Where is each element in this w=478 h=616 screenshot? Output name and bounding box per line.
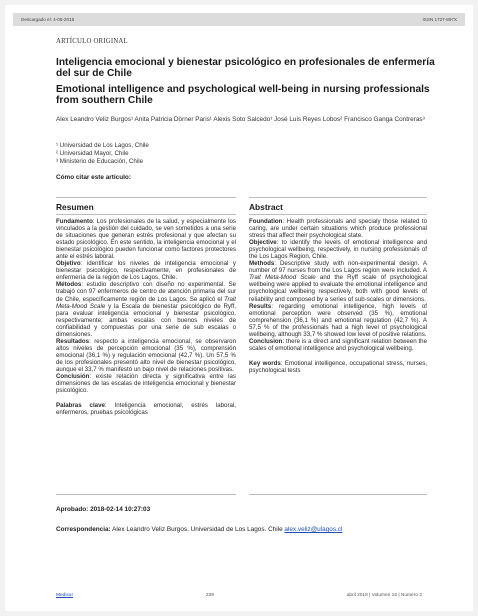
abstract-methods: Methods: Descriptive study with non-experimental design. A number of 97 nurses from the Los Lagos region were included. A Trait Meta-Mood Scale and the Ryff scale of psychological wellbeing were applied to evaluate the emotional intelligence and psychological wellbeing respectively, both with good levels of reliability and composed by a series of sub-scales or dimensions. [249,260,427,303]
divider [56,494,236,495]
abstract-conclusion: Conclusion: there is a direct and significant relation between the scales of emotional intelligence and psychological wellbeing. [249,337,427,352]
abstract-objective: Objective: to identify the levels of emotional intelligence and psychological wellbeing, respectively, in nursing professionals of the Los Lagos Region, Chile. [249,239,427,261]
abstract-body [249,218,427,374]
affiliation: ² Universidad Mayor, Chile [56,149,129,157]
affiliation: ¹ Universidad de Los Lagos, Chile [56,142,149,149]
page-header-bar [13,13,465,26]
resumen-keywords: Palabras clave: Inteligencia emocional, estrés laboral, enfermeros, pruebas psicológicas [56,402,237,417]
resumen-conclusion: Conclusión: existe relación directa y significativa entre las dimensiones de las escalas de inteligencia emocional y bienestar psicológico. [56,373,236,395]
affiliation: ³ Ministerio de Educación, Chile [56,157,144,165]
divider [249,494,427,495]
resumen-objetivo: Objetivo: identificar los niveles de inteligencia emocional y bienestar psicológico, respectivamente, en profesionales de enfermería de la región de Los Lagos, Chile. [56,260,236,282]
page-footer [56,593,422,598]
divider [56,197,236,198]
abstract-results: Results: regarding emotional intelligence, high levels of emotional perception were observed (35 %), emotional comprehension (36,1 %) and emotional regulation (42,7 %). A 57,5 % of the professionals had a high level of psychological wellbeing, although 33,7 % showed low level of positive relations. [249,302,427,338]
abstract-foundation: Foundation: Health professionals and specialy those related to caring, are under certain situations which produce professional stress that affect their psychological state. [249,218,427,240]
resumen-resultados: Resultados: respecto a inteligencia emocional, se observaron altos niveles de percepción emocional (35 %), comprensión emocional (36,1 %) y regulación emocional (42,7 %). Un 57,5 % de los profesionales presentó alto nivel de bienestar psicológico, aunque el 33,7 % manifestó un bajo nivel de relaciones positivas. [56,337,236,373]
divider [249,197,427,198]
resumen-fundamento: Fundamento: Los profesionales de la salud, y especialmente los vinculados a la gestión del cuidado, se ven sometidos a una serie de situaciones que generan estrés profesional y que afectan su estado psicológico. En este sentido, la inteligencia emocional y el bienestar psicológico pueden funcionar como factores protectores ante el estrés laboral. [56,218,236,261]
download-date: Descargado el: 4-05-2018 [21,17,75,22]
divider [249,214,427,215]
article-type: ARTÍCULO ORIGINAL [56,38,128,45]
resumen-heading: Resumen [56,202,94,212]
divider [56,214,236,215]
abstract-keywords: Key words: Emotional intelligence, occupational stress, nurses, psychological tests [249,359,427,374]
resumen-body [56,218,236,416]
title-spanish: Inteligencia emocional y bienestar psicológico en profesionales de enfermería del sur de Chile [56,57,435,79]
journal-link[interactable]: Medisur [56,593,74,598]
cite-label: Cómo citar este artículo: [56,174,131,181]
issue-info: abril 2018 | Volumen 16 | Numero 2 [346,593,422,598]
correspondence: Correspondencia: Alex Leandro Veliz Burgos. Universidad de Los Lagos. Chile alex.veliz@ulagos.cl [56,526,343,533]
page-number: 239 [205,593,214,598]
correspondence-email-link[interactable]: alex.veliz@ulagos.cl [284,526,343,533]
abstract-heading: Abstract [249,202,283,212]
author-list: Alex Leandro Veliz Burgos¹ Anita Patricia Dörner Paris¹ Alexis Soto Salcedo¹ José Luis Reyes Lobos² Francisco Ganga Contreras³ [56,116,425,123]
resumen-metodos: Métodos: estudio descriptivo con diseño no experimental. Se trabajó con 97 enfermeros de centro de atención primaria del sur de Chile, específicamente región de Los Lagos. Se aplicó el Trait Meta-Mood Scale y la Escala de bienestar psicológico de Ryff, para evaluar inteligencia emocional y bienestar psicológico, respectivamente; ambas escalas con buenos niveles de confiabilidad y compuestas por una serie de sub escalas o dimensiones. [56,281,236,338]
article-page [5,5,473,611]
issn: ISSN 1727-897X [422,17,457,22]
title-english: Emotional intelligence and psychological well-being in nursing professionals from southern Chile [56,84,430,106]
affiliations [56,142,149,165]
approved-date: Aprobado: 2018-02-14 10:27:03 [56,506,151,513]
